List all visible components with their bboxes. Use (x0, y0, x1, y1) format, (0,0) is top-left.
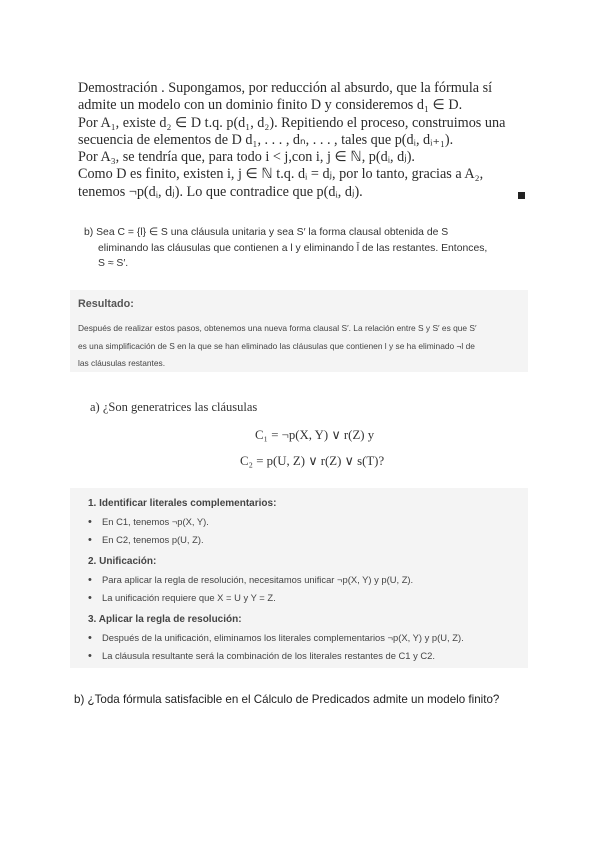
equation-c1: C₁ = ¬p(X, Y) ∨ r(Z) y (255, 428, 375, 442)
equation-c2: C₂ = p(U, Z) ∨ r(Z) ∨ s(T)? (240, 454, 385, 468)
step-2-bullet: • Para aplicar la regla de resolución, necesitamos unificar ¬p(X, Y) y p(U, Z). (102, 574, 413, 585)
proof-line: Como D es finito, existen i, j ∈ ℕ t.q. dᵢ = dⱼ, por lo tanto, gracias a A₂, (78, 166, 484, 183)
proof-line: Por A₃, se tendría que, para todo i < j,con i, j ∈ ℕ, p(dᵢ, dⱼ). (78, 149, 415, 166)
item-b-line: eliminando las cláusulas que contienen a l y eliminando l̄ de las restantes. Entonces, (98, 242, 488, 254)
step-2-title: 2. Unificación: (88, 556, 157, 567)
step-3-bullet: • La cláusula resultante será la combinación de los literales restantes de C1 y C2. (102, 650, 435, 661)
proof-line: tenemos ¬p(dᵢ, dⱼ). Lo que contradice que p(dᵢ, dⱼ). (78, 183, 363, 200)
step-3-bullet: • Después de la unificación, eliminamos los literales complementarios ¬p(X, Y) y p(U, Z). (102, 632, 464, 643)
result-line: Después de realizar estos pasos, obtenemos una nueva forma clausal S′. La relación entre S y S′ es que S′ (78, 323, 477, 333)
result-text (78, 320, 526, 373)
qed-square-icon (518, 192, 525, 199)
step-3-title: 3. Aplicar la regla de resolución: (88, 614, 242, 625)
proof-line: admite un modelo con un dominio finito D y consideremos d₁ ∈ D. (78, 97, 463, 114)
item-b-line: b) Sea C = {l} ∈ S una cláusula unitaria y sea S′ la forma clausal obtenida de S (84, 227, 449, 238)
step-1-bullet: • En C1, tenemos ¬p(X, Y). (102, 516, 209, 527)
result-line: las cláusulas restantes. (78, 358, 166, 368)
question-b: b) ¿Toda fórmula satisfacible en el Cálculo de Predicados admite un modelo finito? (74, 693, 500, 706)
step-1-title: 1. Identificar literales complementarios: (88, 498, 277, 509)
result-title: Resultado: (78, 298, 134, 310)
proof-line: secuencia de elementos de D d₁, . . . , dₙ, . . . , tales que p(dᵢ, dᵢ₊₁). (78, 131, 454, 148)
step-1-bullet: • En C2, tenemos p(U, Z). (102, 534, 204, 545)
item-b-line: S ≈ S′. (98, 258, 129, 269)
item-a-question: a) ¿Son generatrices las cláusulas (90, 400, 258, 414)
step-2-bullet: • La unificación requiere que X = U y Y = Z. (102, 592, 276, 603)
steps-panel (70, 488, 528, 668)
result-panel (70, 290, 528, 372)
proof-line: Por A₁, existe d₂ ∈ D t.q. p(d₁, d₂). Repitiendo el proceso, construimos una (78, 114, 506, 131)
result-line: es una simplificación de S en la que se han eliminado las cláusulas que contienen l y se ha eliminado ¬l de (78, 340, 475, 351)
item-b-statement (84, 225, 524, 272)
proof-block (78, 80, 523, 201)
proof-line: Demostración . Supongamos, por reducción al absurdo, que la fórmula sí (78, 80, 493, 96)
